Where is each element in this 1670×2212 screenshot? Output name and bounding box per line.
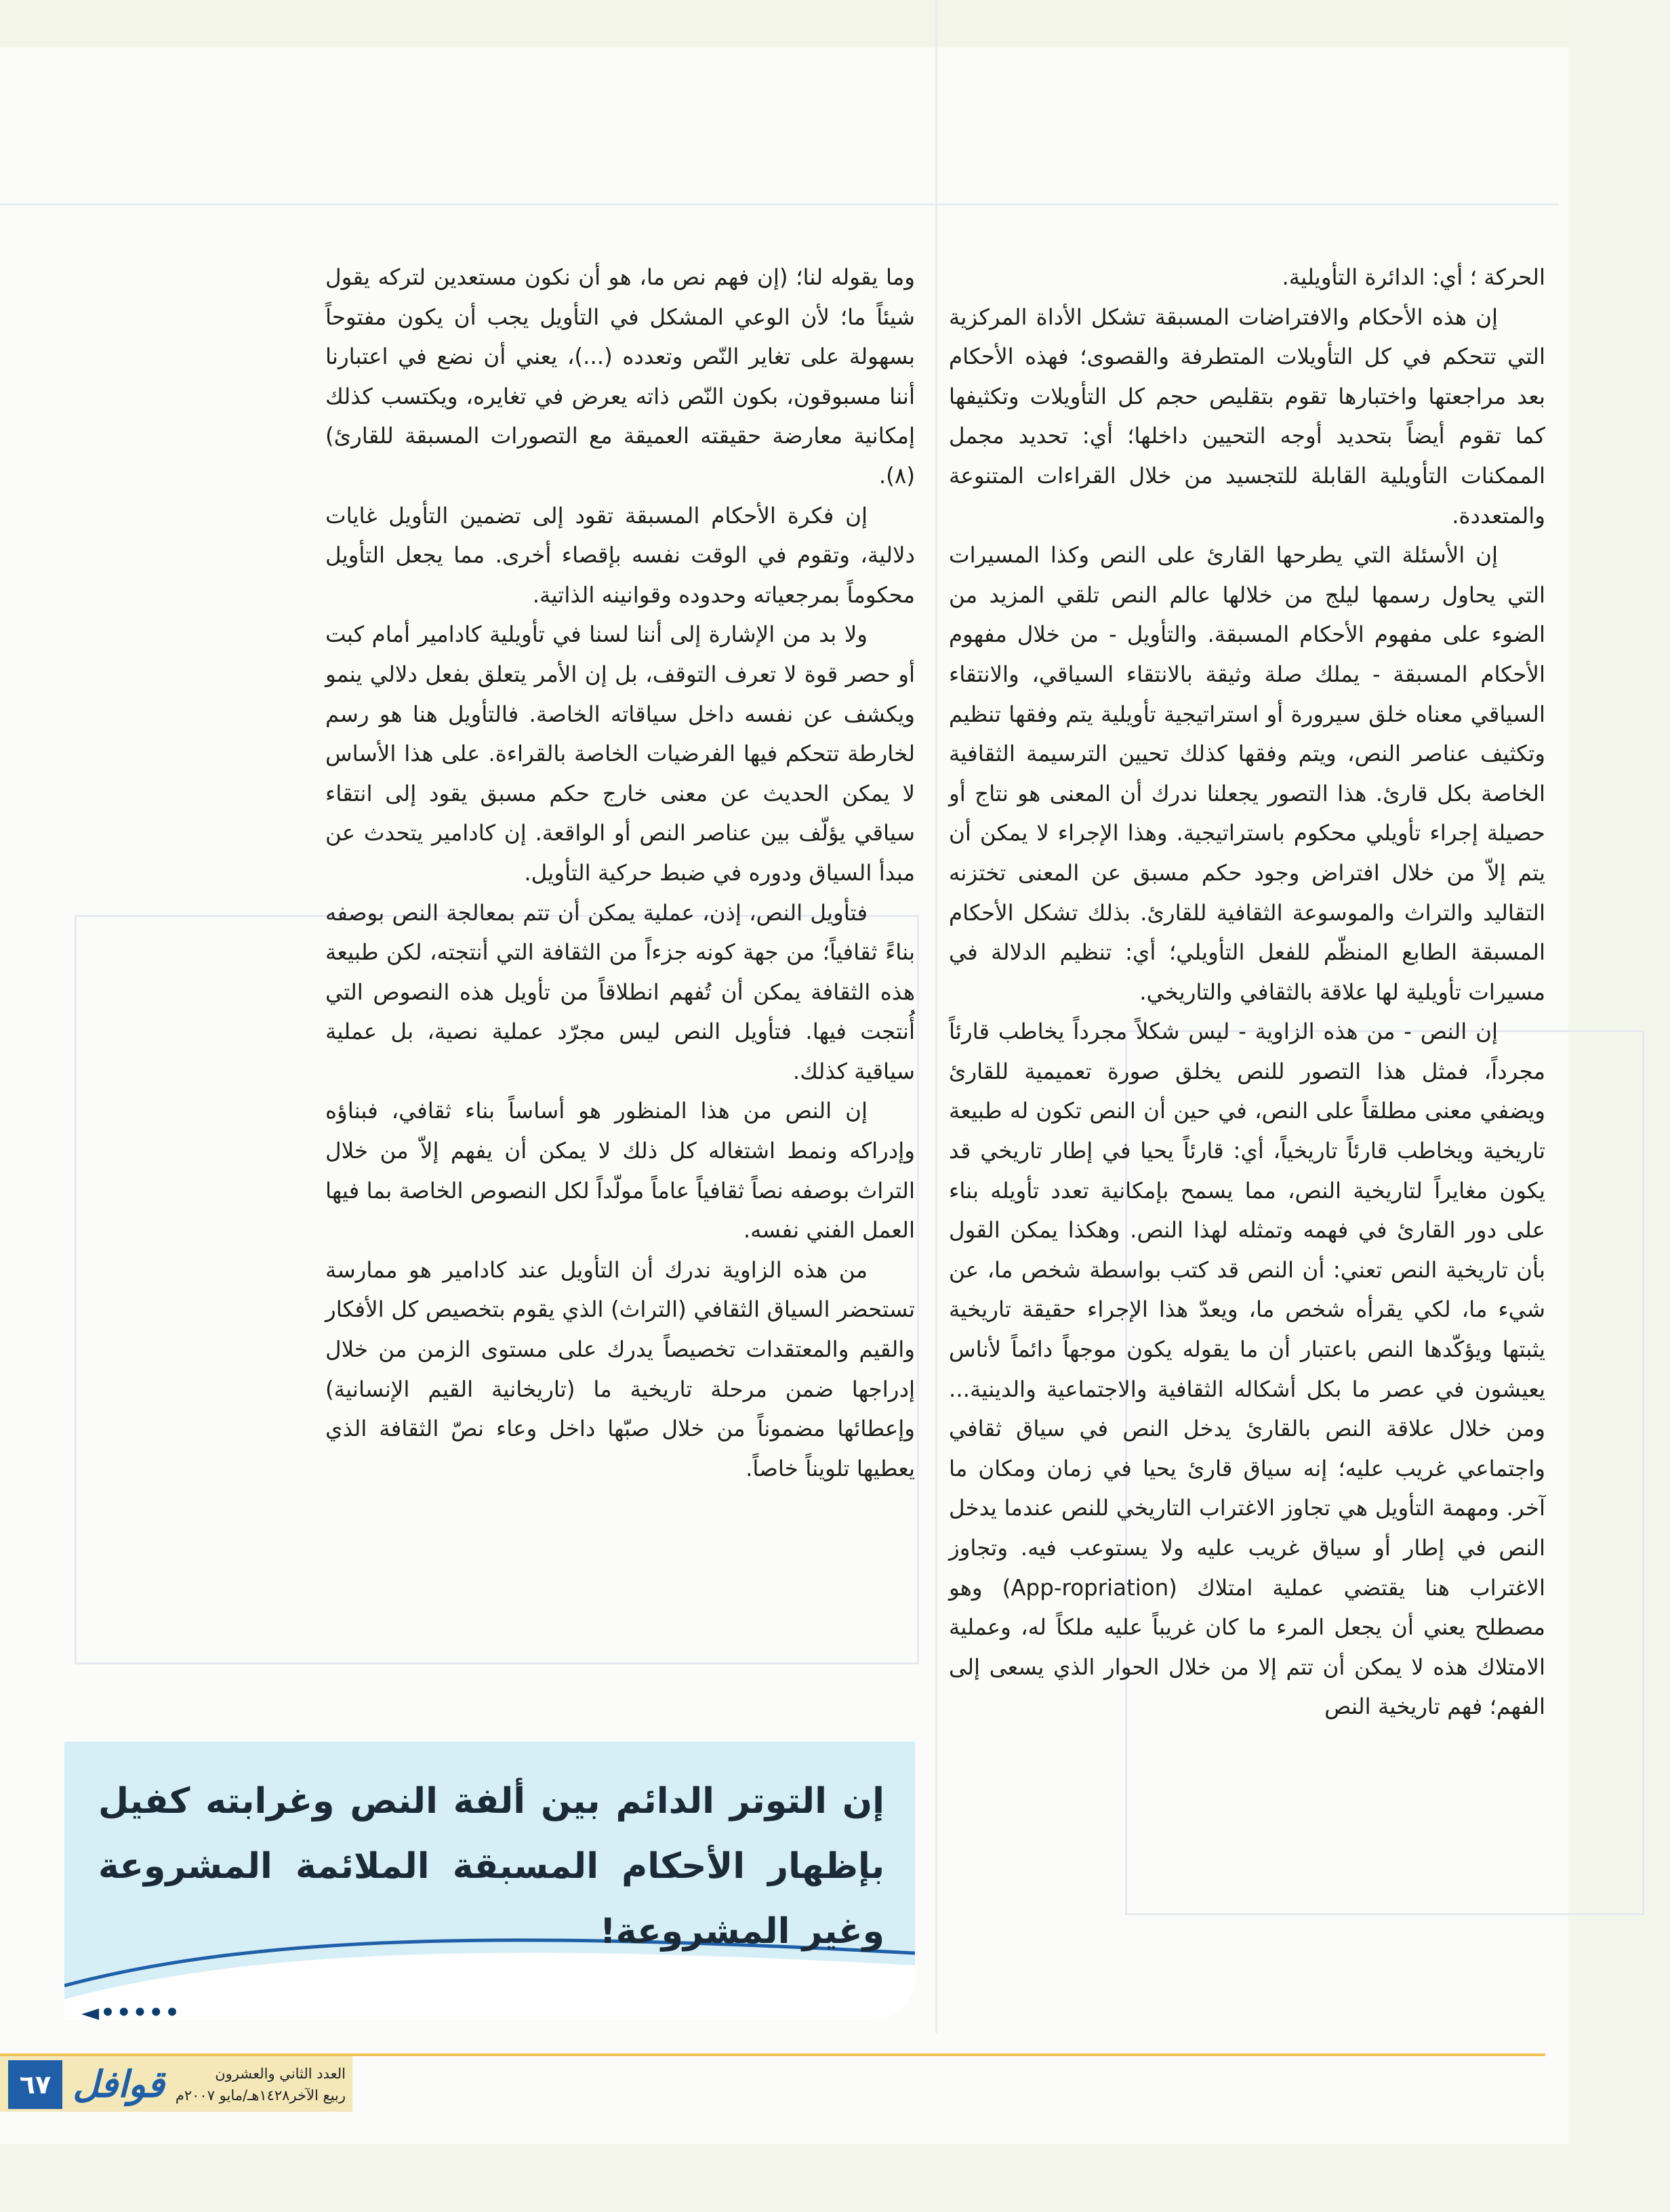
issue-info [169, 2063, 346, 2106]
paragraph: وما يقوله لنا؛ (إن فهم نص ما، هو أن نكون مستعدين لتركه يقول شيئاً ما؛ لأن الوعي المشكل في التأويل يجب أن يكون مفتوحاً بسهولة على تغاير النّص وتعدده (...)، يعني أن نضع في اعتبارنا أننا مسبوقون، بكون النّص ذاته يعرض في تغايره، ويكتسب كذلك إمكانية معارضة حقيقته العميقة مع التصورات المسبقة للقارئ)(٨). [325, 264, 915, 489]
article-column-left [325, 258, 915, 1488]
paragraph: فتأويل النص، إذن، عملية يمكن أن تتم بمعالجة النص بوصفه بناءً ثقافياً؛ من جهة كونه جزءاً من الثقافة التي أنتجته، لكن طبيعة هذه الثقافة يمكن أن تُفهم انطلاقاً من تأويل هذه النصوص التي أُنتجت فيها. فتأويل النص ليس مجرّد عملية نصية، بل عملية سياقية كذلك. [325, 899, 915, 1084]
paragraph: إن النص من هذا المنظور هو أساساً بناء ثقافي، فبناؤه وإدراكه ونمط اشتغاله كل ذلك لا يمكن أن يفهم إلاّ من خلال التراث بوصفه نصاً ثقافياً عاماً مولّداً لكل النصوص الخاصة بما فيها العمل الفني نفسه. [325, 1098, 915, 1244]
paragraph: إن الأسئلة التي يطرحها القارئ على النص وكذا المسيرات التي يحاول رسمها ليلج من خلالها عالم النص تلقي المزيد من الضوء على مفهوم الأحكام المسبقة. والتأويل - من خلال مفهوم الأحكام المسبقة - يملك صلة وثيقة بالانتقاء السياقي، والانتقاء السياقي معناه خلق سيرورة أو استراتيجية تأويلية يتم وفقها تنظيم وتكثيف عناصر النص، ويتم وفقها كذلك تحيين الترسيمة الثقافية الخاصة بكل قارئ. هذا التصور يجعلنا ندرك أن المعنى هو نتاج أو حصيلة إجراء تأويلي محكوم باستراتيجية. وهذا الإجراء لا يمكن أن يتم إلاّ من خلال افتراض وجود حكم مسبق عن المعنى تختزنه التقاليد والتراث والموسوعة الثقافية للقارئ. بذلك تشكل الأحكام المسبقة الطابع المنظّم للفعل التأويلي؛ أي: تنظيم الدلالة في مسيرات تأويلية لها علاقة بالثقافي والتاريخي. [949, 542, 1545, 1005]
magazine-logo: قوافل [73, 2062, 165, 2106]
continue-arrow-icon: ◄••••• [81, 1999, 181, 2026]
pull-quote-text: إن التوتر الدائم بين ألفة النص وغرابته كفيل بإظهار الأحكام المسبقة الملائمة المشروعة وغير المشروعة! [98, 1781, 884, 1952]
paragraph: إن هذه الأحكام والافتراضات المسبقة تشكل الأداة المركزية التي تتحكم في كل التأويلات المتطرفة والقصوى؛ فهذه الأحكام بعد مراجعتها واختبارها تقوم بتقليص حجم كل التأويلات وتكثيفها كما تقوم أيضاً بتحديد أوجه التحيين داخلها؛ أي: تحديد مجمل الممكنات التأويلية القابلة للتجسيد من خلال القراءات المتنوعة والمتعددة. [949, 304, 1545, 529]
paragraph: من هذه الزاوية ندرك أن التأويل عند كادامير هو ممارسة تستحضر السياق الثقافي (التراث) الذي يقوم بتخصيص كل الأفكار والقيم والمعتقدات تخصيصاً يدرك على مستوى الزمن من خلال إدراجها ضمن مرحلة تاريخية ما (تاريخانية القيم الإنسانية) وإعطائها مضموناً من خلال صبّها داخل وعاء نصّ الثقافة الذي يعطيها تلويناً خاصاً. [325, 1256, 915, 1481]
pull-quote-box [64, 1742, 915, 2020]
decorative-line [935, 0, 937, 2033]
top-band [0, 0, 1670, 47]
page-number: ٦٧ [8, 2060, 62, 2109]
article-column-right [949, 258, 1545, 1727]
issue-number: العدد الثاني والعشرون [215, 2066, 346, 2082]
issue-date: ربيع الآخر١٤٢٨هـ/مايو ٢٠٠٧م [175, 2087, 346, 2104]
paragraph: إن فكرة الأحكام المسبقة تقود إلى تضمين التأويل غايات دلالية، وتقوم في الوقت نفسه بإقصاء أخرى. مما يجعل التأويل محكوماً بمرجعياته وحدوده وقوانينه الذاتية. [325, 502, 915, 608]
paragraph: الحركة ؛ أي: الدائرة التأويلية. [1282, 264, 1545, 290]
paragraph: إن النص - من هذه الزاوية - ليس شكلاً مجرداً يخاطب قارئاً مجرداً، فمثل هذا التصور للنص يخلق صورة تعميمية للقارئ ويضفي معنى مطلقاً على النص، في حين أن النص تكون له طبيعة تاريخية ويخاطب قارئاً تاريخياً، أي: قارئاً يحيا في إطار تاريخي قد يكون مغايراً لتاريخية النص، مما يسمح بإمكانية تعدد تأويله بناء على دور القارئ في فهمه وتمثله لهذا النص. وهكذا يمكن القول بأن تاريخية النص تعني: أن النص قد كتب بواسطة شخص ما، عن شيء ما، لكي يقرأه شخص ما، ويعدّ هذا الإجراء حقيقة تاريخية يثبتها ويؤكّدها النص باعتبار أن ما يقوله يكون موجهاً دائماً لأناس يعيشون في عصر ما بكل أشكاله الثقافية والاجتماعية والدينية... ومن خلال علاقة النص بالقارئ يدخل النص في سياق ثقافي واجتماعي غريب عليه؛ إنه سياق قارئ يحيا في زمان ومكان ما آخر. ومهمة التأويل هي تجاوز الاغتراب التاريخي للنص عندما يدخل النص في إطار أو سياق غريب عليه ولا يستوعب فيه. وتجاوز الاغتراب هنا يقتضي عملية امتلاك (App-ropriation) وهو مصطلح يعني أن يجعل المرء ما كان غريباً عليه ملكاً له، وعملية الامتلاك هذه لا يمكن أن تتم إلا من خلال الحوار الذي يسعى إلى الفهم؛ فهم تاريخية النص [949, 1019, 1545, 1720]
bottom-band [0, 2144, 1670, 2212]
paragraph: ولا بد من الإشارة إلى أننا لسنا في تأويلية كادامير أمام كبت أو حصر قوة لا تعرف التوقف، بل إن الأمر يتعلق بفعل دلالي ينمو ويكشف عن نفسه داخل سياقاته الخاصة. فالتأويل هنا هو رسم لخارطة تتحكم فيها الفرضيات الخاصة بالقراءة. على هذا الأساس لا يمكن الحديث عن معنى خارج حكم مسبق يقود إلى انتقاء سياقي يؤلّف بين عناصر النص أو الواقعة. إن كادامير يتحدث عن مبدأ السياق ودوره في ضبط حركية التأويل. [325, 621, 915, 886]
decorative-line [0, 203, 1559, 205]
